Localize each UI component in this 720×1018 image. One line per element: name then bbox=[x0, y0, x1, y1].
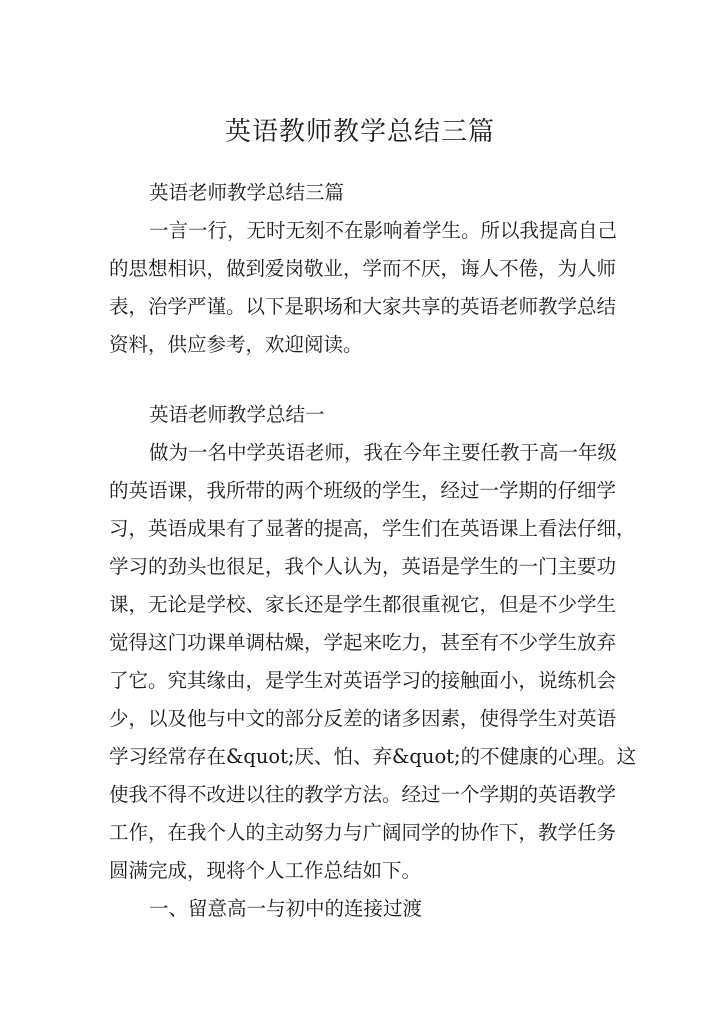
paragraph-line: 少，以及他与中文的部分反差的诸多因素，使得学生对英语 bbox=[109, 707, 617, 730]
subtitle-text: 英语老师教学总结三篇 bbox=[149, 181, 345, 204]
section-heading bbox=[109, 396, 612, 434]
document-title: 英语教师教学总结三篇 bbox=[224, 117, 495, 147]
paragraph-line: 资料，供应参考，欢迎阅读。 bbox=[109, 333, 363, 356]
paragraph-line: 圆满完成，现将个人工作总结如下。 bbox=[109, 859, 422, 882]
paragraph-line: 的英语课，我所带的两个班级的学生，经过一学期的仔细学 bbox=[109, 479, 617, 502]
paragraph-line: 工作，在我个人的主动努力与广阔同学的协作下，教学任务 bbox=[109, 821, 617, 844]
subsection-heading-text: 一、留意高一与初中的连接过渡 bbox=[149, 897, 423, 920]
subtitle-heading bbox=[109, 174, 612, 212]
paragraph-line: 做为一名中学英语老师，我在今年主要任教于高一年级 bbox=[149, 441, 618, 464]
paragraph-line: 学习经常存在&quot;厌、怕、弃&quot;的不健康的心理。这 bbox=[109, 745, 637, 768]
paragraph-line: 学习的劲头也很足，我个人认为，英语是学生的一门主要功 bbox=[109, 555, 617, 578]
paragraph-line: 了它。究其缘由，是学生对英语学习的接触面小，说练机会 bbox=[109, 669, 617, 692]
subsection-heading bbox=[109, 890, 612, 928]
paragraph-line: 课，无论是学校、家长还是学生都很重视它，但是不少学生 bbox=[109, 593, 617, 616]
summary-paragraph bbox=[109, 434, 637, 890]
paragraph-line: 觉得这门功课单调枯燥，学起来吃力，甚至有不少学生放弃 bbox=[109, 631, 617, 654]
paragraph-line: 一言一行，无时无刻不在影响着学生。所以我提高自己 bbox=[149, 219, 618, 242]
paragraph-line: 表，治学严谨。以下是职场和大家共享的英语老师教学总结 bbox=[109, 295, 617, 318]
paragraph-line: 的思想相识，做到爱岗敬业，学而不厌，诲人不倦，为人师 bbox=[109, 257, 617, 280]
intro-paragraph bbox=[109, 212, 618, 364]
section-heading-text: 英语老师教学总结一 bbox=[149, 403, 325, 426]
paragraph-line: 习，英语成果有了显著的提高，学生们在英语课上看法仔细， bbox=[109, 517, 636, 540]
paragraph-line: 使我不得不改进以往的教学方法。经过一个学期的英语教学 bbox=[109, 783, 617, 806]
